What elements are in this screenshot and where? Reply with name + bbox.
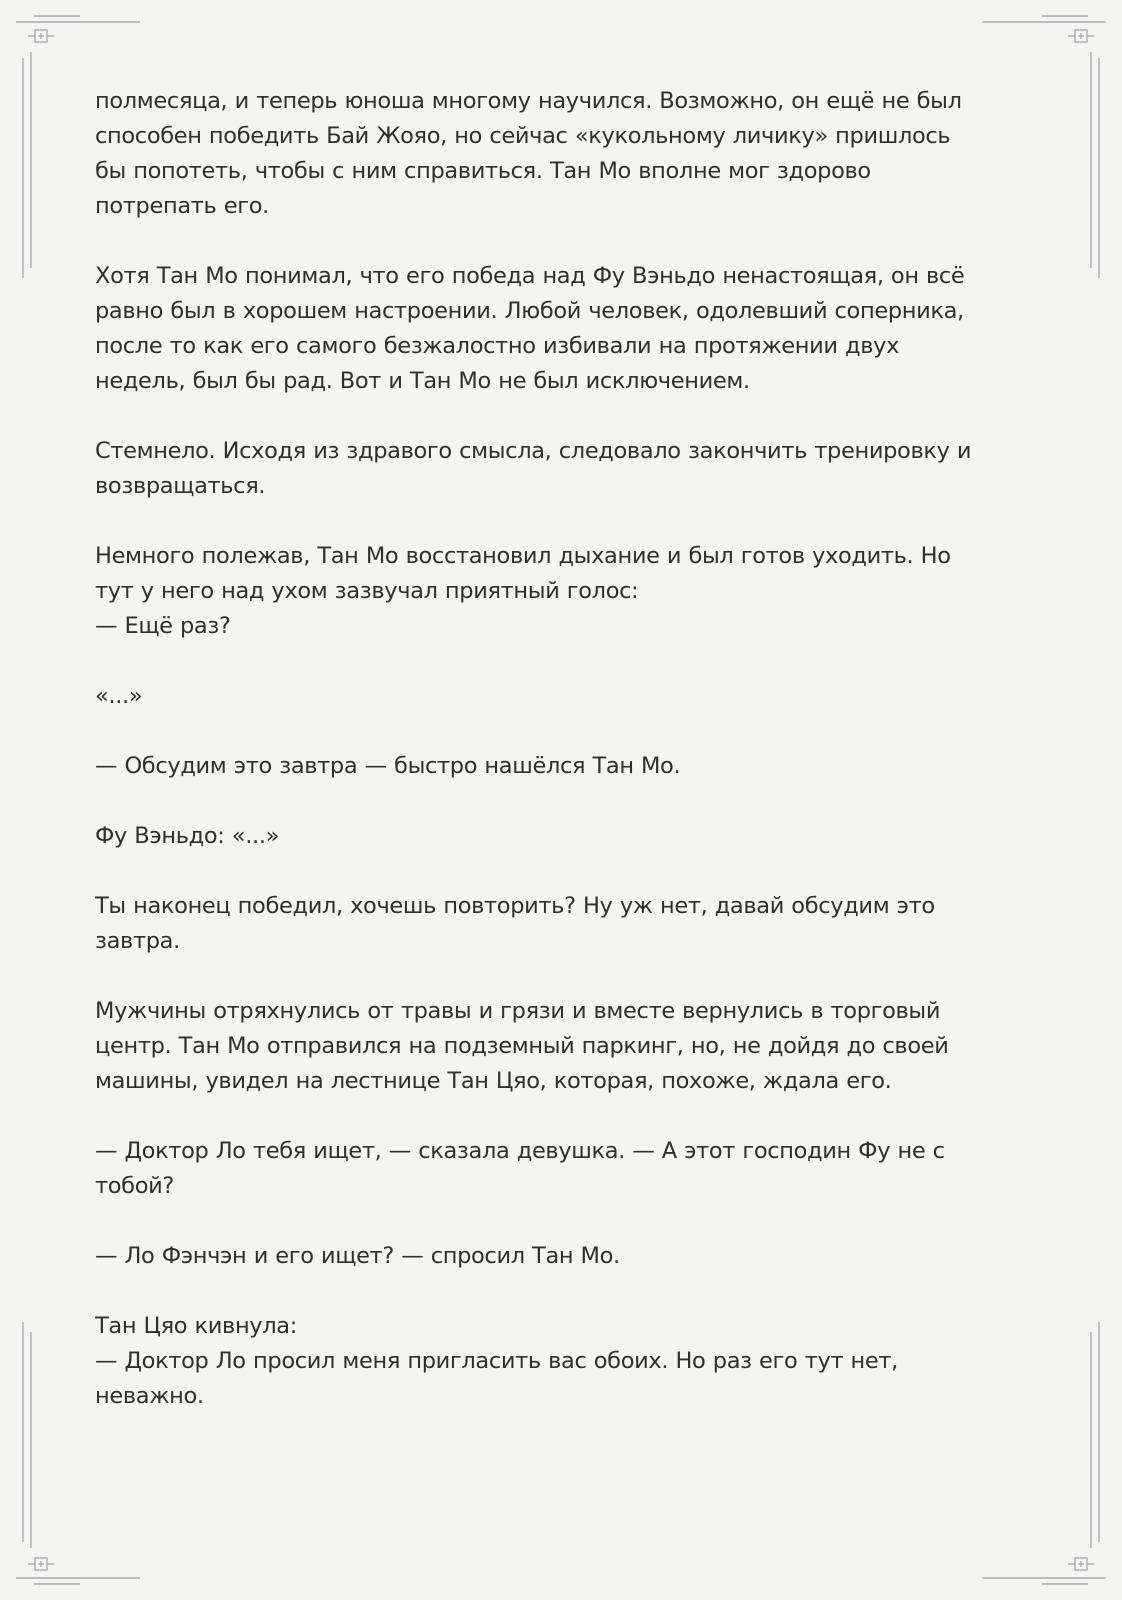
paragraph	[95, 1309, 1045, 1414]
paragraph	[95, 889, 1045, 959]
text-line: недель, был бы рад. Вот и Тан Мо не был исключением.	[95, 368, 750, 394]
paragraph	[95, 84, 1045, 224]
text-line: «...»	[95, 683, 143, 709]
text-line: Мужчины отряхнулись от травы и грязи и вместе вернулись в торговый	[95, 998, 941, 1024]
dialogue-line: — Доктор Ло просил меня пригласить вас обоих. Но раз его тут нет,	[95, 1348, 898, 1374]
text-line: Стемнело. Исходя из здравого смысла, следовало закончить тренировку и	[95, 438, 972, 464]
text-line: способен победить Бай Жояо, но сейчас «кукольному личику» пришлось	[95, 123, 951, 149]
text-line: после то как его самого безжалостно избивали на протяжении двух	[95, 333, 900, 359]
text-line: полмесяца, и теперь юноша многому научился. Возможно, он ещё не был	[95, 88, 962, 114]
paragraph	[95, 749, 1045, 784]
text-line: завтра.	[95, 928, 180, 954]
paragraph	[95, 994, 1045, 1099]
paragraph	[95, 434, 1045, 504]
text-line: потрепать его.	[95, 193, 269, 219]
text-line: равно был в хорошем настроении. Любой человек, одолевший соперника,	[95, 298, 964, 324]
text-line: возвращаться.	[95, 473, 266, 499]
dialogue-line: — Ло Фэнчэн и его ищет? — спросил Тан Мо.	[95, 1243, 620, 1269]
text-line: Хотя Тан Мо понимал, что его победа над Фу Вэньдо ненастоящая, он всё	[95, 263, 965, 289]
paragraph	[95, 679, 1045, 714]
dialogue-line: — Ещё раз?	[95, 613, 231, 639]
text-line: центр. Тан Мо отправился на подземный паркинг, но, не дойдя до своей	[95, 1033, 949, 1059]
body-text	[95, 84, 1045, 1449]
text-line: неважно.	[95, 1383, 204, 1409]
text-line: Фу Вэньдо: «...»	[95, 823, 280, 849]
dialogue-line: — Доктор Ло тебя ищет, — сказала девушка. — А этот господин Фу не с	[95, 1138, 945, 1164]
paragraph	[95, 1239, 1045, 1274]
paragraph	[95, 1134, 1045, 1204]
text-line: тут у него над ухом зазвучал приятный голос:	[95, 578, 639, 604]
text-line: Немного полежав, Тан Мо восстановил дыхание и был готов уходить. Но	[95, 543, 951, 569]
paragraph	[95, 259, 1045, 399]
text-line: бы попотеть, чтобы с ним справиться. Тан Мо вполне мог здорово	[95, 158, 871, 184]
text-line: машины, увидел на лестнице Тан Цяо, которая, похоже, ждала его.	[95, 1068, 892, 1094]
text-line: Тан Цяо кивнула:	[95, 1313, 297, 1339]
text-line: тобой?	[95, 1173, 174, 1199]
dialogue-line: — Обсудим это завтра — быстро нашёлся Тан Мо.	[95, 753, 681, 779]
paragraph	[95, 819, 1045, 854]
text-line: Ты наконец победил, хочешь повторить? Ну уж нет, давай обсудим это	[95, 893, 935, 919]
paragraph	[95, 539, 1045, 644]
